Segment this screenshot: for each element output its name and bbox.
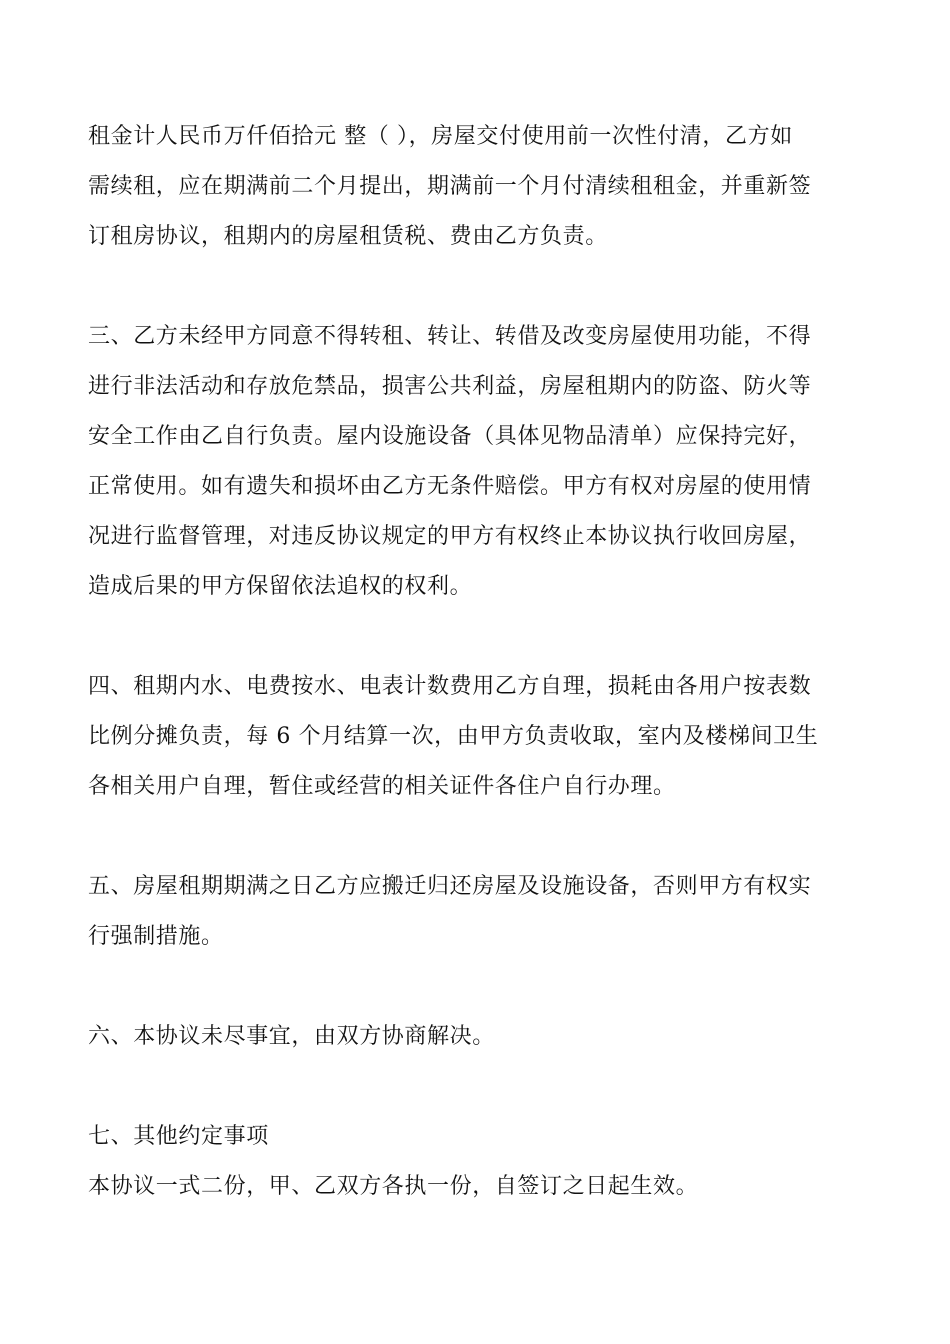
paragraph-clause-3 <box>88 312 868 612</box>
text-line: 造成后果的甲方保留依法追权的权利。 <box>88 574 473 599</box>
text-line: 进行非法活动和存放危禁品，损害公共利益，房屋租期内的防盗、防火等 <box>88 374 812 399</box>
text-line: 需续租，应在期满前二个月提出，期满前一个月付清续租租金，并重新签 <box>88 174 812 199</box>
paragraph-clause-6 <box>88 1012 868 1062</box>
text-line: 六、本协议未尽事宜，由双方协商解决。 <box>88 1024 495 1049</box>
text-line: 租金计人民币万仟佰拾元 整（ ），房屋交付使用前一次性付清，乙方如 <box>88 124 793 149</box>
text-line: 四、租期内水、电费按水、电表计数费用乙方自理，损耗由各用户按表数 <box>88 674 812 699</box>
text-line: 本协议一式二份，甲、乙双方各执一份，自签订之日起生效。 <box>88 1174 699 1199</box>
paragraph-rent-payment <box>88 112 868 262</box>
text-line: 订租房协议，租期内的房屋租赁税、费由乙方负责。 <box>88 224 608 249</box>
paragraph-clause-4 <box>88 662 868 812</box>
paragraph-clause-7 <box>88 1112 868 1212</box>
text-line: 七、其他约定事项 <box>88 1124 269 1149</box>
text-line: 行强制措施。 <box>88 924 224 949</box>
text-line: 五、房屋租期期满之日乙方应搬迁归还房屋及设施设备，否则甲方有权实 <box>88 874 812 899</box>
text-line: 三、乙方未经甲方同意不得转租、转让、转借及改变房屋使用功能，不得 <box>88 324 812 349</box>
text-line: 比例分摊负责，每 6 个月结算一次，由甲方负责收取，室内及楼梯间卫生 <box>88 724 819 749</box>
text-line: 安全工作由乙自行负责。屋内设施设备（具体见物品清单）应保持完好， <box>88 424 812 449</box>
text-line: 正常使用。如有遗失和损坏由乙方无条件赔偿。甲方有权对房屋的使用情 <box>88 474 812 499</box>
text-line: 况进行监督管理，对违反协议规定的甲方有权终止本协议执行收回房屋， <box>88 524 812 549</box>
paragraph-clause-5 <box>88 862 868 962</box>
text-line: 各相关用户自理，暂住或经营的相关证件各住户自行办理。 <box>88 774 676 799</box>
